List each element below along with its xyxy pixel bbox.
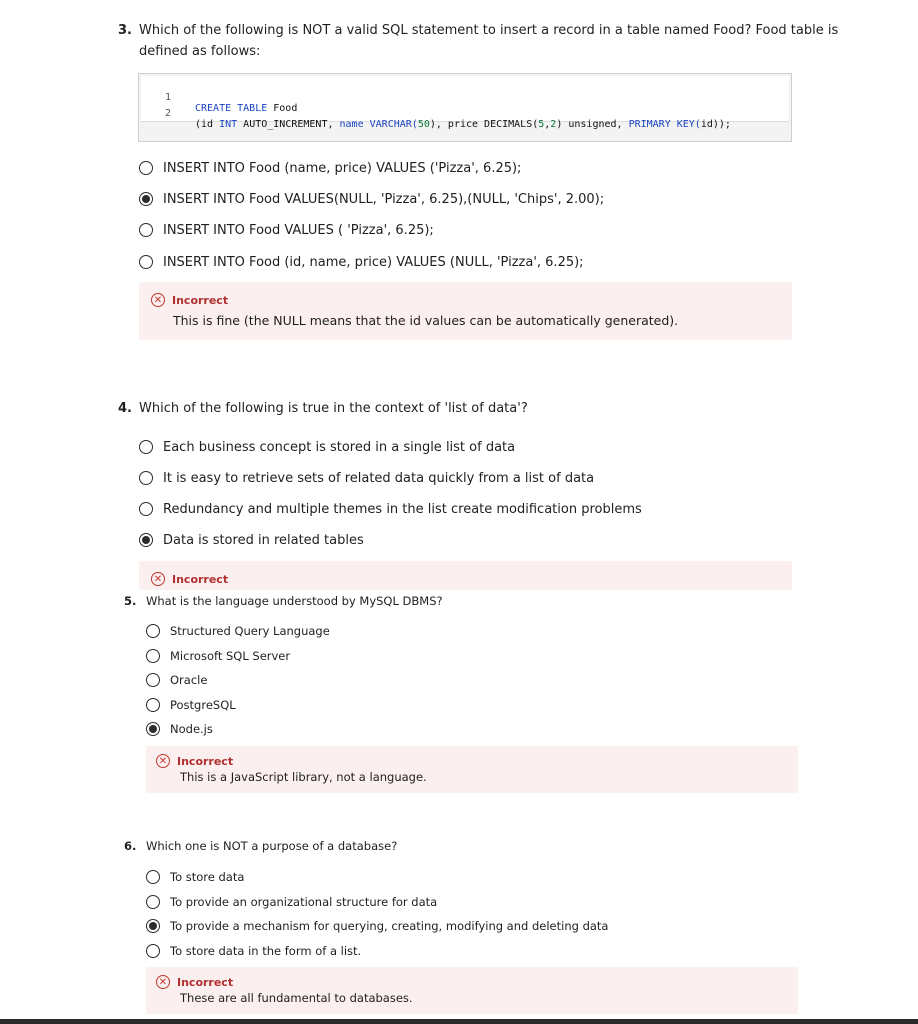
option-label: Data is stored in related tables xyxy=(163,532,364,548)
option-label: Structured Query Language xyxy=(170,624,330,638)
q3-option-4[interactable] xyxy=(139,252,584,272)
q4-feedback xyxy=(139,561,792,590)
feedback-text: This is a JavaScript library, not a language. xyxy=(180,770,427,784)
feedback-title: Incorrect xyxy=(172,293,229,307)
radio-button-icon[interactable] xyxy=(139,161,153,175)
q5-feedback xyxy=(146,746,798,793)
q5-option-2[interactable] xyxy=(146,646,290,666)
radio-button-icon[interactable] xyxy=(146,698,160,712)
q6-option-2[interactable] xyxy=(146,892,437,912)
radio-button-icon[interactable] xyxy=(146,919,160,933)
radio-button-icon[interactable] xyxy=(139,440,153,454)
radio-button-icon[interactable] xyxy=(139,223,153,237)
q4-option-3[interactable] xyxy=(139,499,642,519)
radio-button-icon[interactable] xyxy=(139,192,153,206)
option-label: Node.js xyxy=(170,722,213,736)
x-circle-icon: ✕ xyxy=(156,975,170,989)
q5-option-3[interactable] xyxy=(146,670,207,690)
radio-button-icon[interactable] xyxy=(139,471,153,485)
x-circle-icon: ✕ xyxy=(151,572,165,586)
option-label: To store data xyxy=(170,870,245,884)
feedback-text: This is fine (the NULL means that the id values can be automatically generated). xyxy=(173,313,679,328)
radio-button-icon[interactable] xyxy=(146,673,160,687)
q5-option-4[interactable] xyxy=(146,695,236,715)
feedback-title: Incorrect xyxy=(177,975,234,989)
bottom-border xyxy=(0,1019,918,1024)
q4-option-4[interactable] xyxy=(139,530,364,550)
option-label: INSERT INTO Food VALUES ( 'Pizza', 6.25); xyxy=(163,222,434,238)
question-3-text: Which of the following is NOT a valid SQL statement to insert a record in a table named Food? Food table is xyxy=(139,23,839,38)
option-label: To store data in the form of a list. xyxy=(170,944,362,958)
option-label: Oracle xyxy=(170,673,208,687)
q3-option-1[interactable] xyxy=(139,158,521,178)
q6-feedback xyxy=(146,967,798,1014)
option-label: Each business concept is stored in a single list of data xyxy=(163,439,516,455)
radio-button-icon[interactable] xyxy=(139,533,153,547)
feedback-title: Incorrect xyxy=(172,572,229,586)
radio-button-icon[interactable] xyxy=(146,895,160,909)
radio-button-icon[interactable] xyxy=(146,870,160,884)
question-5-number: 5. xyxy=(124,594,137,608)
question-3-text-line2: defined as follows: xyxy=(139,44,261,59)
q5-option-5[interactable] xyxy=(146,719,213,739)
q4-option-2[interactable] xyxy=(139,468,594,488)
option-label: PostgreSQL xyxy=(170,698,236,712)
code-line-2: 2 (id INT AUTO_INCREMENT, name VARCHAR(50), price DECIMALS(5,2) unsigned, PRIMARY KEY(id)); xyxy=(165,108,731,130)
option-label: INSERT INTO Food VALUES(NULL, 'Pizza', 6.25),(NULL, 'Chips', 2.00); xyxy=(163,191,605,207)
option-label: INSERT INTO Food (id, name, price) VALUES (NULL, 'Pizza', 6.25); xyxy=(163,254,584,270)
q6-option-1[interactable] xyxy=(146,867,244,887)
q3-option-3[interactable] xyxy=(139,220,434,240)
q4-option-1[interactable] xyxy=(139,437,515,457)
q6-option-3[interactable] xyxy=(146,916,608,936)
code-line-1: 1 CREATE TABLE Food xyxy=(165,92,298,114)
question-6-number: 6. xyxy=(124,839,137,853)
radio-button-icon[interactable] xyxy=(146,624,160,638)
radio-button-icon[interactable] xyxy=(139,255,153,269)
option-label: To provide an organizational structure for data xyxy=(170,895,438,909)
option-label: Redundancy and multiple themes in the list create modification problems xyxy=(163,501,642,517)
question-4-number: 4. xyxy=(118,401,132,416)
question-3-number: 3. xyxy=(118,23,132,38)
x-circle-icon: ✕ xyxy=(156,754,170,768)
radio-button-icon[interactable] xyxy=(139,502,153,516)
option-label: Microsoft SQL Server xyxy=(170,649,291,663)
option-label: To provide a mechanism for querying, creating, modifying and deleting data xyxy=(170,919,609,933)
q3-feedback xyxy=(139,282,792,340)
option-label: INSERT INTO Food (name, price) VALUES ('Pizza', 6.25); xyxy=(163,160,522,176)
code-block xyxy=(138,73,792,142)
feedback-title: Incorrect xyxy=(177,754,234,768)
radio-button-icon[interactable] xyxy=(146,722,160,736)
x-circle-icon: ✕ xyxy=(151,293,165,307)
radio-button-icon[interactable] xyxy=(146,944,160,958)
q5-option-1[interactable] xyxy=(146,621,330,641)
option-label: It is easy to retrieve sets of related data quickly from a list of data xyxy=(163,470,595,486)
question-4-text: Which of the following is true in the context of 'list of data'? xyxy=(139,401,528,416)
feedback-text: These are all fundamental to databases. xyxy=(180,991,413,1005)
question-5-text: What is the language understood by MySQL DBMS? xyxy=(146,594,443,608)
question-6-text: Which one is NOT a purpose of a database? xyxy=(146,839,398,853)
q3-option-2[interactable] xyxy=(139,189,604,209)
q6-option-4[interactable] xyxy=(146,941,361,961)
radio-button-icon[interactable] xyxy=(146,649,160,663)
